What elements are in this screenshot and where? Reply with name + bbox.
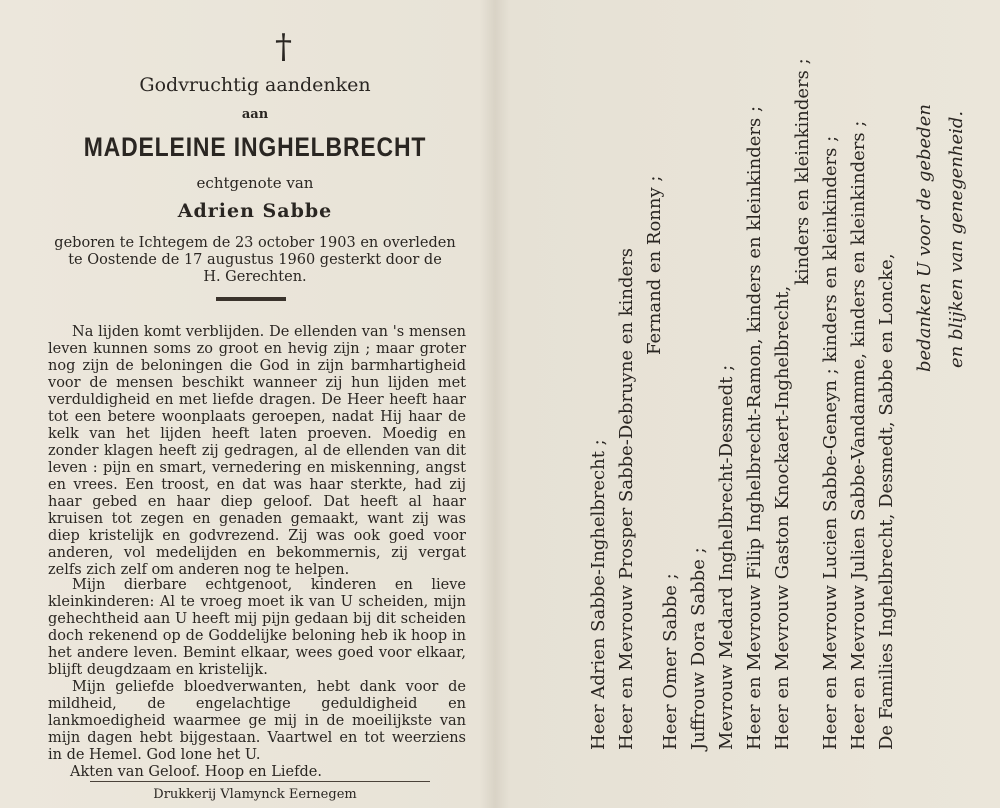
mourner-line: Heer en Mevrouw Julien Sabbe-Vandamme, kinders en kleinkinders ;	[848, 120, 869, 750]
mourner-line: Heer Omer Sabbe ;	[660, 573, 681, 750]
mourner-line: Juffrouw Dora Sabbe ;	[688, 547, 709, 750]
footer-rule	[90, 781, 430, 782]
paragraph-2: Mijn dierbare echtgenoot, kinderen en lieve kleinkinderen: Al te vroeg moet ik van U scheiden, mijn gehechtheid aan U heeft mij pijn gedaan bij dit scheiden doch rekenend op de Goddelijke beloning heb ik hoop in het andere leven. Bemint elkaar, wees goed voor elkaar, blijft deugdzaam en kristelijk.	[48, 577, 466, 678]
divider	[216, 297, 286, 301]
acts-line: Akten van Geloof. Hoop en Liefde.	[70, 764, 322, 780]
mourner-line: Mevrouw Medard Inghelbrecht-Desmedt ;	[716, 364, 737, 750]
closing-line: en blijken van genegenheid.	[946, 110, 967, 368]
mourner-line: Heer en Mevrouw Prosper Sabbe-Debruyne en kinders	[616, 247, 637, 750]
born-line: H. Gerechten.	[203, 269, 307, 285]
born-line: geboren te Ichtegem de 23 october 1903 en overleden	[54, 235, 456, 251]
paragraph-3: Mijn geliefde bloedverwanten, hebt dank voor de mildheid, de engelachtige geduldigheid en lankmoedigheid waarmee ge mij in de moeilijkste van mijn dagen hebt bijgestaan. Vaartwel en tot weerziens in de Hemel. God lone het U.	[48, 679, 466, 763]
born-line: te Oostende de 17 augustus 1960 gesterkt door de	[68, 252, 442, 268]
spouse-name: Adrien Sabbe	[177, 200, 333, 222]
aan-label: aan	[241, 107, 269, 122]
cross-icon: †	[275, 27, 292, 67]
mourner-line: kinders en kleinkinders ;	[792, 58, 813, 285]
spouse-label: echtgenote van	[196, 174, 314, 192]
deceased-name: MADELEINE INGHELBRECHT	[83, 132, 427, 162]
birth-death-info	[40, 235, 470, 286]
mourner-line: Fernand en Ronny ;	[644, 175, 665, 355]
left-page	[40, 0, 470, 808]
mourner-line: Heer en Mevrouw Filip Inghelbrecht-Ramon, kinders en kleinkinders ;	[744, 105, 765, 750]
card-title: Godvruchtig aandenken	[139, 74, 371, 96]
paragraph-1: Na lijden komt verblijden. De ellenden van 's mensen leven kunnen soms zo groot en hevig zijn ; maar groter nog zijn de beloningen die God in zijn barmhartigheid voor de mensen beschikt wanneer zij hun lijden met verduldigheid en met liefde dragen. De Heer heeft haar tot een betere woonplaats geroepen, nadat Hij haar de kelk van het lijden heeft laten proeven. Moedig en zonder klagen heeft zij gedragen, al de ellenden van dit leven : pijn en smart, vernedering en miskenning, angst en vrees. Een troost, en dat was haar sterkte, had zij haar gebed en haar diep geloof. Dat heeft al haar kruisen tot zegen en genaden gemaakt, want zij was diep kristelijk en godvrezend. Zij was ook goed voor anderen, vol medelijden en bekommernis, zij vergat zelfs zich zelf om anderen nog te helpen.	[48, 324, 466, 578]
printer-name: Drukkerij Vlamynck Eernegem	[153, 787, 357, 802]
mourner-line: Heer Adrien Sabbe-Inghelbrecht ;	[588, 439, 609, 750]
mourner-line: Heer en Mevrouw Gaston Knockaert-Inghelbrecht,	[772, 285, 793, 750]
closing-line: bedanken U voor de gebeden	[914, 104, 935, 372]
mourner-line: Heer en Mevrouw Lucien Sabbe-Geneyn ; kinders en kleinkinders ;	[820, 135, 841, 750]
mourner-line: De Families Inghelbrecht, Desmedt, Sabbe en Loncke,	[876, 253, 897, 750]
